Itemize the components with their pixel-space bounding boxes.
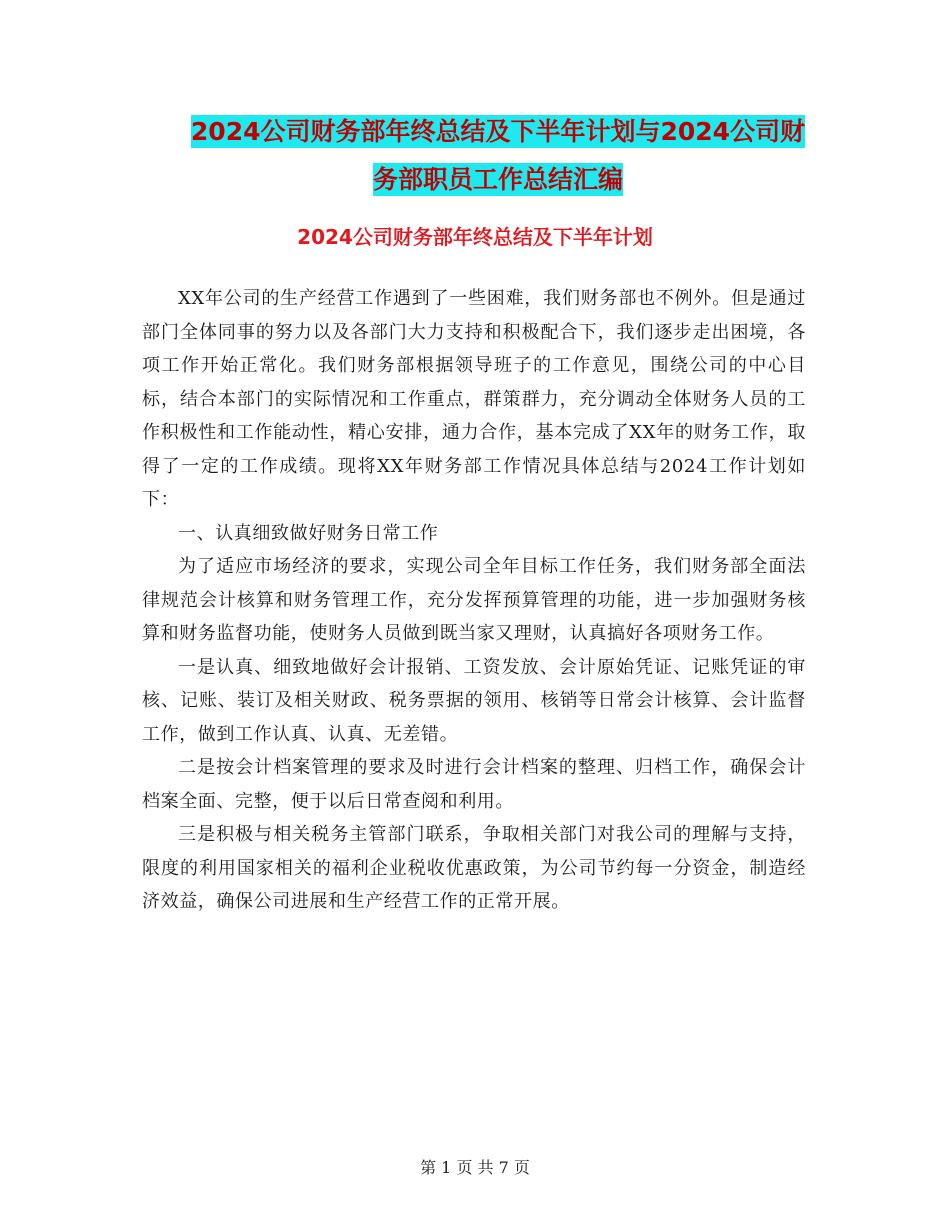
document-title-line-2: 务部职员工作总结汇编 — [372, 165, 623, 194]
document-title — [120, 108, 876, 204]
paragraph-3: 二是按会计档案管理的要求及时进行会计档案的整理、归档工作，确保会计档案全面、完整，便于以后日常查阅和利用。 — [142, 757, 806, 812]
document-body — [142, 282, 806, 919]
page-footer: 第 1 页 共 7 页 — [420, 1158, 530, 1177]
document-title-line-1: 2024公司财务部年终总结及下半年计划与2024公司财 — [190, 117, 806, 146]
paragraph-intro: XX年公司的生产经营工作遇到了一些困难，我们财务部也不例外。但是通过部门全体同事的努力以及各部门大力支持和积极配合下，我们逐步走出困境，各项工作开始正常化。我们财务部根据领导班子的工作意见，围绕公司的中心目标，结合本部门的实际情况和工作重点，群策群力，充分调动全体财务人员的工作积极性和工作能动性，精心安排，通力合作，基本完成了XX年的财务工作，取得了一定的工作成绩。现将XX年财务部工作情况具体总结与2024工作计划如下： — [142, 288, 806, 510]
paragraph-heading-1: 一、认真细致做好财务日常工作 — [178, 522, 439, 544]
paragraph-2: 一是认真、细致地做好会计报销、工资发放、会计原始凭证、记账凭证的审核、记账、装订及相关财政、税务票据的领用、核销等日常会计核算、会计监督工作，做到工作认真、认真、无差错。 — [142, 656, 806, 745]
paragraph-4: 三是积极与相关税务主管部门联系，争取相关部门对我公司的理解与支持，限度的利用国家相关的福利企业税收优惠政策，为公司节约每一分资金，制造经济效益，确保公司进展和生产经营工作的正常开展。 — [142, 824, 806, 912]
section-title: 2024公司财务部年终总结及下半年计划 — [297, 225, 653, 249]
paragraph-1: 为了适应市场经济的要求，实现公司全年目标工作任务，我们财务部全面法律规范会计核算和财务管理工作，充分发挥预算管理的功能，进一步加强财务核算和财务监督功能，使财务人员做到既当家又理财，认真搞好各项财务工作。 — [142, 556, 806, 644]
